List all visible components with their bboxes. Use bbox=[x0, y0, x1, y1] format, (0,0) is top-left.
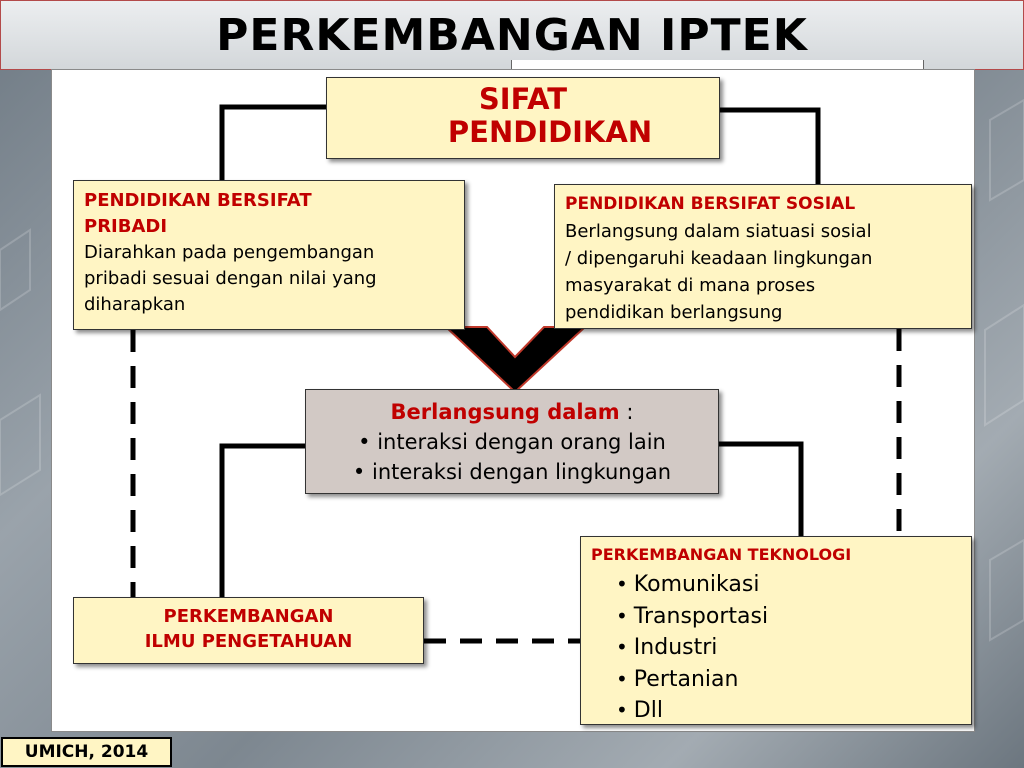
footer-credit: UMICH, 2014 bbox=[1, 737, 172, 767]
pendidikan-sosial-box bbox=[554, 184, 972, 329]
berlangsung-item-text: interaksi dengan orang lain bbox=[377, 430, 666, 454]
list-item bbox=[616, 569, 961, 601]
bullet: • bbox=[616, 635, 628, 659]
bullet: • bbox=[616, 698, 628, 722]
bullet: • bbox=[358, 430, 371, 454]
list-item bbox=[616, 695, 961, 727]
sosial-desc-line: masyarakat di mana proses bbox=[565, 275, 816, 296]
teknologi-item: Pertanian bbox=[633, 666, 739, 692]
perkembangan-ilmu-box bbox=[73, 597, 424, 664]
page-title: PERKEMBANGAN IPTEK bbox=[216, 9, 808, 61]
berlangsung-item bbox=[306, 427, 718, 457]
pendidikan-pribadi-box bbox=[73, 180, 465, 330]
sosial-heading: PENDIDIKAN BERSIFAT SOSIAL bbox=[565, 194, 856, 214]
ilmu-line2: ILMU PENGETAHUAN bbox=[144, 631, 353, 652]
sosial-desc-line: / dipengaruhi keadaan lingkungan bbox=[565, 248, 873, 269]
bullet: • bbox=[352, 460, 366, 484]
teknologi-item: Komunikasi bbox=[633, 572, 760, 597]
bullet: • bbox=[616, 603, 628, 628]
teknologi-item: Transportasi bbox=[633, 603, 769, 629]
connector-sifat-pribadi bbox=[222, 107, 326, 180]
berlangsung-colon: : bbox=[619, 400, 634, 424]
berlangsung-item bbox=[306, 457, 718, 487]
berlangsung-heading: Berlangsung dalam bbox=[390, 400, 620, 424]
sosial-desc-line: pendidikan berlangsung bbox=[565, 302, 783, 323]
berlangsung-heading-row bbox=[306, 397, 718, 427]
sosial-desc-line: Berlangsung dalam siatuasi sosial bbox=[565, 221, 872, 242]
bullet: • bbox=[616, 666, 628, 691]
down-chevron-arrow bbox=[446, 327, 585, 392]
bullet: • bbox=[616, 572, 628, 596]
sifat-pendidikan-box bbox=[326, 77, 720, 159]
sifat-line2: PENDIDIKAN bbox=[447, 115, 653, 149]
perkembangan-teknologi-box bbox=[580, 536, 972, 725]
pribadi-desc-line: diharapkan bbox=[84, 294, 186, 315]
sifat-line1: SIFAT bbox=[478, 82, 568, 116]
berlangsung-box bbox=[305, 389, 719, 494]
teknologi-heading: PERKEMBANGAN TEKNOLOGI bbox=[591, 545, 852, 564]
pribadi-heading-line2: PRIBADI bbox=[84, 216, 168, 237]
berlangsung-item-text: interaksi dengan lingkungan bbox=[371, 460, 672, 484]
teknologi-item: Dll bbox=[633, 698, 663, 723]
connector-berlangsung-teknologi bbox=[719, 444, 801, 536]
pribadi-desc-line: Diarahkan pada pengembangan bbox=[84, 242, 375, 263]
list-item bbox=[616, 664, 961, 696]
connector-sifat-sosial bbox=[720, 110, 818, 184]
teknologi-item: Industri bbox=[633, 635, 718, 660]
pribadi-desc-line: pribadi sesuai dengan nilai yang bbox=[84, 268, 377, 289]
teknologi-list bbox=[591, 569, 961, 727]
ilmu-line1: PERKEMBANGAN bbox=[163, 606, 334, 627]
list-item bbox=[616, 632, 961, 664]
connector-berlangsung-ilmu bbox=[222, 446, 305, 597]
list-item bbox=[616, 601, 961, 633]
pribadi-heading-line1: PENDIDIKAN BERSIFAT bbox=[84, 190, 312, 211]
